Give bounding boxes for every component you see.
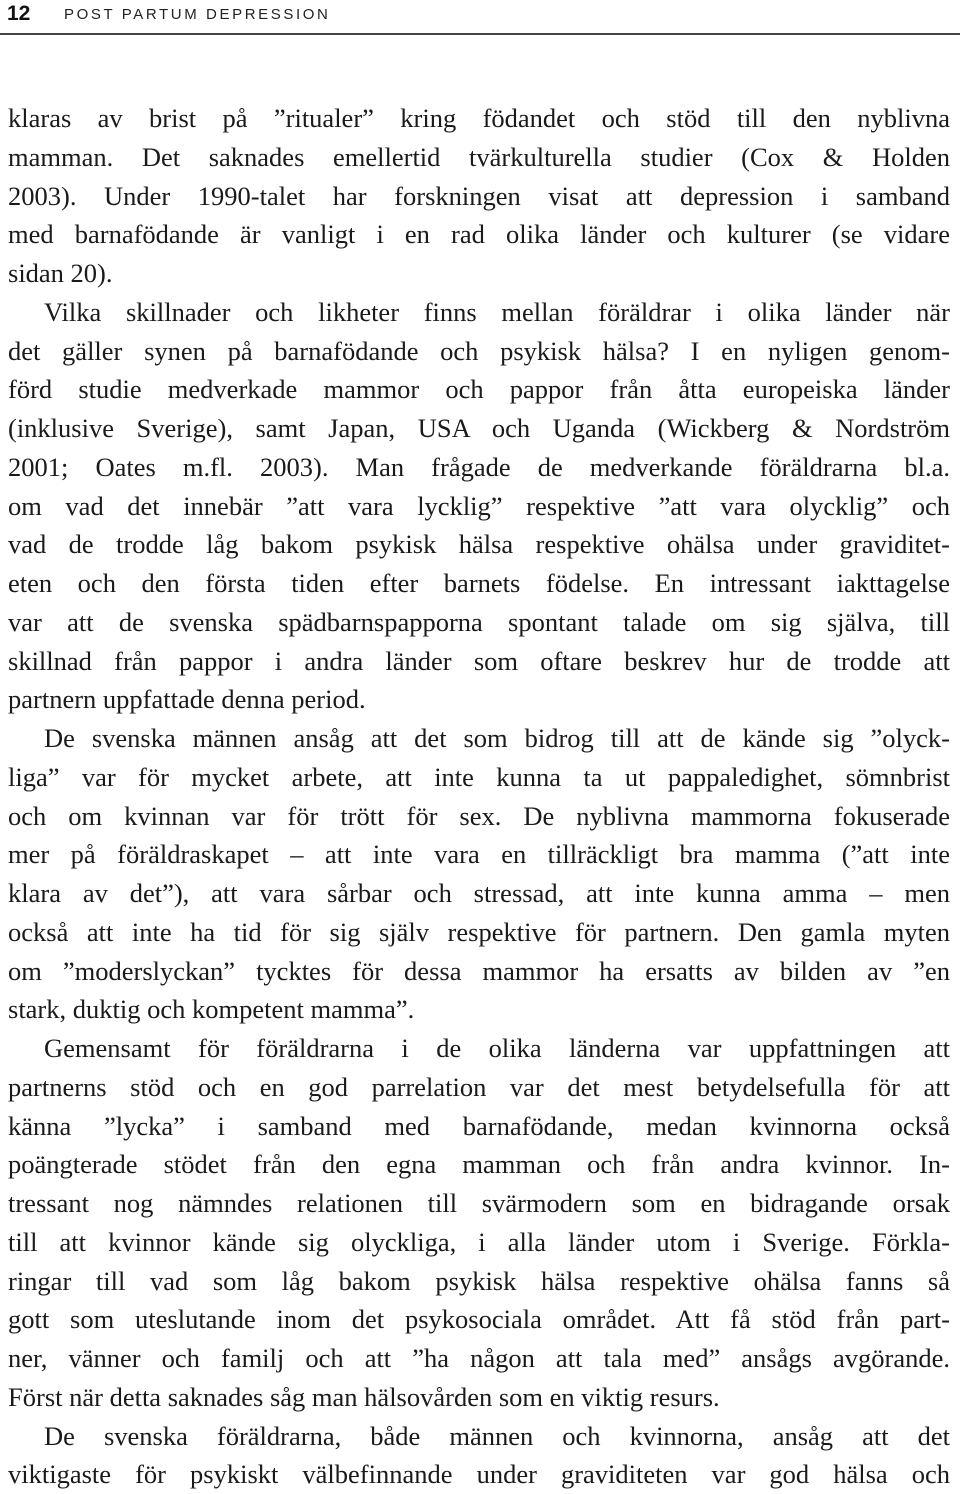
text-line: poängterade stödet från den egna mamman och från andra kvinnor. In- <box>8 1145 950 1184</box>
text-line: till att kvinnor kände sig olyckliga, i alla länder utom i Sverige. Förkla- <box>8 1223 950 1262</box>
text-line: var att de svenska spädbarnspapporna spontant talade om sig själva, till <box>8 603 950 642</box>
text-line: viktigaste för psykiskt välbefinnande under graviditeten var god hälsa och <box>8 1455 950 1494</box>
body-text <box>8 99 950 1494</box>
text-line: känna ”lycka” i samband med barnafödande, medan kvinnorna också <box>8 1107 950 1146</box>
text-line: skillnad från pappor i andra länder som oftare beskrev hur de trodde att <box>8 642 950 681</box>
text-line: tressant nog nämndes relationen till svärmodern som en bidragande orsak <box>8 1184 950 1223</box>
text-line: klaras av brist på ”ritualer” kring födandet och stöd till den nyblivna <box>8 99 950 138</box>
text-line: sidan 20). <box>8 254 950 293</box>
text-line: och om kvinnan var för trött för sex. De nyblivna mammorna fokuserade <box>8 797 950 836</box>
header-rule <box>0 33 960 35</box>
text-line: gott som uteslutande inom det psykosociala området. Att få stöd från part- <box>8 1300 950 1339</box>
text-line: ringar till vad som låg bakom psykisk hälsa respektive ohälsa fanns så <box>8 1262 950 1301</box>
text-line: det gäller synen på barnafödande och psykisk hälsa? I en nyligen genom- <box>8 332 950 371</box>
text-line: De svenska männen ansåg att det som bidrog till att de kände sig ”olyck- <box>8 719 950 758</box>
paragraph-2 <box>8 293 950 719</box>
text-line: om ”moderslyckan” tycktes för dessa mammor ha ersatts av bilden av ”en <box>8 952 950 991</box>
text-line: liga” var för mycket arbete, att inte kunna ta ut pappaledighet, sömnbrist <box>8 758 950 797</box>
text-line: partnerns stöd och en god parrelation var det mest betydelsefulla för att <box>8 1068 950 1107</box>
running-head: POST PARTUM DEPRESSION <box>64 5 330 25</box>
text-line: också att inte ha tid för sig själv respektive för partnern. Den gamla myten <box>8 913 950 952</box>
text-line: om vad det innebär ”att vara lycklig” respektive ”att vara olycklig” och <box>8 487 950 526</box>
text-line: med barnafödande är vanligt i en rad olika länder och kulturer (se vidare <box>8 215 950 254</box>
text-line: Vilka skillnader och likheter finns mellan föräldrar i olika länder när <box>8 293 950 332</box>
text-line: klara av det”), att vara sårbar och stressad, att inte kunna amma – men <box>8 874 950 913</box>
text-line: Gemensamt för föräldrarna i de olika länderna var uppfattningen att <box>8 1029 950 1068</box>
page-header <box>0 0 960 34</box>
text-line: mer på föräldraskapet – att inte vara en tillräckligt bra mamma (”att inte <box>8 835 950 874</box>
text-line: mamman. Det saknades emellertid tvärkulturella studier (Cox & Holden <box>8 138 950 177</box>
paragraph-4 <box>8 1029 950 1417</box>
paragraph-3 <box>8 719 950 1029</box>
text-line: vad de trodde låg bakom psykisk hälsa respektive ohälsa under graviditet- <box>8 525 950 564</box>
text-line: stark, duktig och kompetent mamma”. <box>8 990 950 1029</box>
text-line: eten och den första tiden efter barnets födelse. En intressant iakttagelse <box>8 564 950 603</box>
text-line: De svenska föräldrarna, både männen och kvinnorna, ansåg att det <box>8 1417 950 1456</box>
page-number: 12 <box>7 1 30 27</box>
text-line: partnern uppfattade denna period. <box>8 680 950 719</box>
text-line: 2001; Oates m.fl. 2003). Man frågade de medverkande föräldrarna bl.a. <box>8 448 950 487</box>
text-line: ner, vänner och familj och att ”ha någon att tala med” ansågs avgörande. <box>8 1339 950 1378</box>
paragraph-5 <box>8 1417 950 1494</box>
text-line: förd studie medverkade mammor och pappor från åtta europeiska länder <box>8 370 950 409</box>
paragraph-1 <box>8 99 950 293</box>
text-line: 2003). Under 1990-talet har forskningen visat att depression i samband <box>8 177 950 216</box>
text-line: (inklusive Sverige), samt Japan, USA och Uganda (Wickberg & Nordström <box>8 409 950 448</box>
text-line: Först när detta saknades såg man hälsovården som en viktig resurs. <box>8 1378 950 1417</box>
